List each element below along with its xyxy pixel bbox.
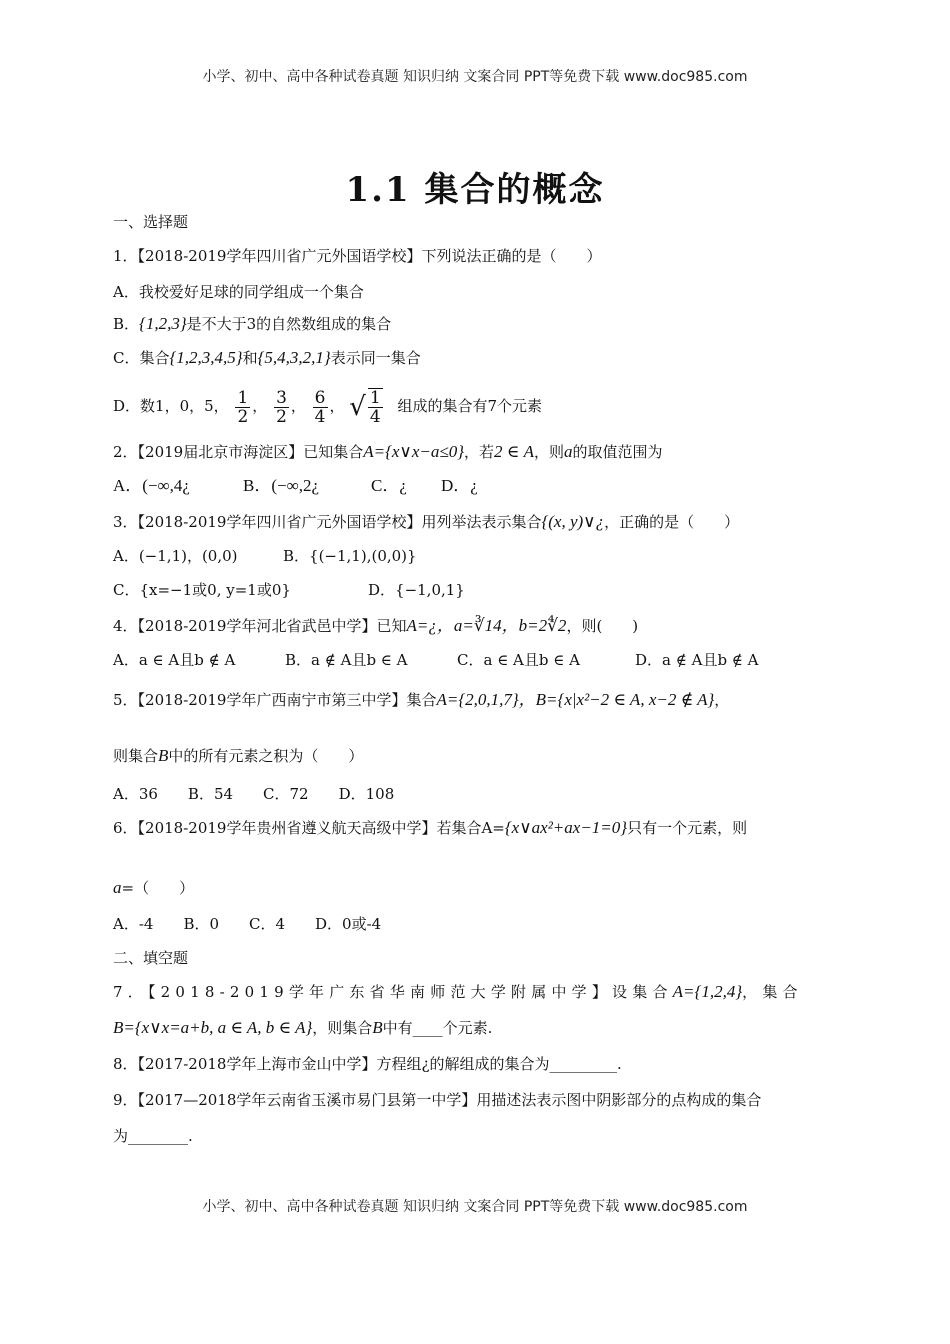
fraction: $\frac{6}{4}$ <box>314 387 326 427</box>
question-9-line2: 为________. <box>113 1127 193 1145</box>
fraction: $\frac{3}{2}$ <box>276 387 287 427</box>
question-6-stem: 6．【2018-2019学年贵州省遵义航天高级中学】若集合A={x∨ax²+ax−1=0}只有一个元素，则 <box>113 818 748 837</box>
question-9-stem: 9．【2017—2018学年云南省玉溪市易门县第一中学】用描述法表示图中阴影部分的点构成的集合 <box>113 1091 762 1109</box>
question-1-option-c: C．集合{1,2,3,4,5}和{5,4,3,2,1}表示同一集合 <box>113 348 421 367</box>
question-6-line2: a=（ ） <box>113 878 195 897</box>
question-5-options: A．36 B．54 C．72 D．108 <box>113 785 395 803</box>
question-7-stem: 7．【2018-2019学年广东省华南师范大学附属中学】设集合A={1,2,4}，集合 <box>113 982 803 1001</box>
fraction: $\frac{1}{4}$ <box>369 388 381 427</box>
question-7-line2: B={x∨x=a+b, a ∈ A, b ∈ A}，则集合B中有____个元素. <box>113 1018 493 1037</box>
question-1-option-d: D．数1，0，5， $\frac{1}{2}$ ， $\frac{3}{2}$ ， $\frac{6}{4}$ ， √ $\frac{1}{4}$ 组成的集合有7个元素 <box>113 387 543 427</box>
question-1-stem: 1．【2018-2019学年四川省广元外国语学校】下列说法正确的是（ ） <box>113 247 602 265</box>
question-2-stem: 2．【2019届北京市海淀区】已知集合A={x∨x−a≤0}，若2 ∈ A，则a的取值范围为 <box>113 442 663 461</box>
section-heading-fill: 二、填空题 <box>113 949 189 967</box>
fraction: $\frac{1}{2}$ <box>237 387 249 427</box>
question-4-stem: 4．【2018-2019学年河北省武邑中学】已知A=¿，a=∛14，b=2∜2，则( ) <box>113 616 639 635</box>
question-1-option-b: B．{1,2,3}是不大于3的自然数组成的集合 <box>113 314 392 333</box>
question-8-stem: 8．【2017-2018学年上海市金山中学】方程组¿的解组成的集合为_________. <box>113 1055 622 1073</box>
question-4-options: A．a ∈ A且b ∉ A B．a ∉ A且b ∈ A C．a ∈ A且b ∈ A D．a ∉ A且b ∉ A <box>113 651 759 669</box>
section-heading-choice: 一、选择题 <box>113 213 189 231</box>
page-title: 1.1 集合的概念 <box>345 170 605 210</box>
question-2-options: A．(−∞,4¿ B．(−∞,2¿ C．¿ D．¿ <box>113 476 478 495</box>
page-header: 小学、初中、高中各种试卷真题 知识归纳 文案合同 PPT等免费下载 www.doc985.com <box>202 69 748 85</box>
radical-sign: √ <box>349 392 366 422</box>
question-3-options-ab: A．(−1,1)，(0,0) B．{(−1,1),(0,0)} <box>113 547 417 565</box>
question-3-options-cd: C．{x=−1或0, y=1或0} D．{−1,0,1} <box>113 581 465 599</box>
question-5-stem: 5．【2018-2019学年广西南宁市第三中学】集合A={2,0,1,7}，B={x|x²−2 ∈ A, x−2 ∉ A}， <box>113 690 730 709</box>
question-1-option-a: A．我校爱好足球的同学组成一个集合 <box>113 283 364 301</box>
question-3-stem: 3．【2018-2019学年四川省广元外国语学校】用列举法表示集合{(x, y)∨¿，正确的是（ ） <box>113 512 740 531</box>
page-footer: 小学、初中、高中各种试卷真题 知识归纳 文案合同 PPT等免费下载 www.doc985.com <box>202 1199 748 1215</box>
question-6-options: A．-4 B．0 C．4 D．0或-4 <box>113 915 382 933</box>
question-5-line2: 则集合B中的所有元素之积为（ ） <box>113 746 364 765</box>
